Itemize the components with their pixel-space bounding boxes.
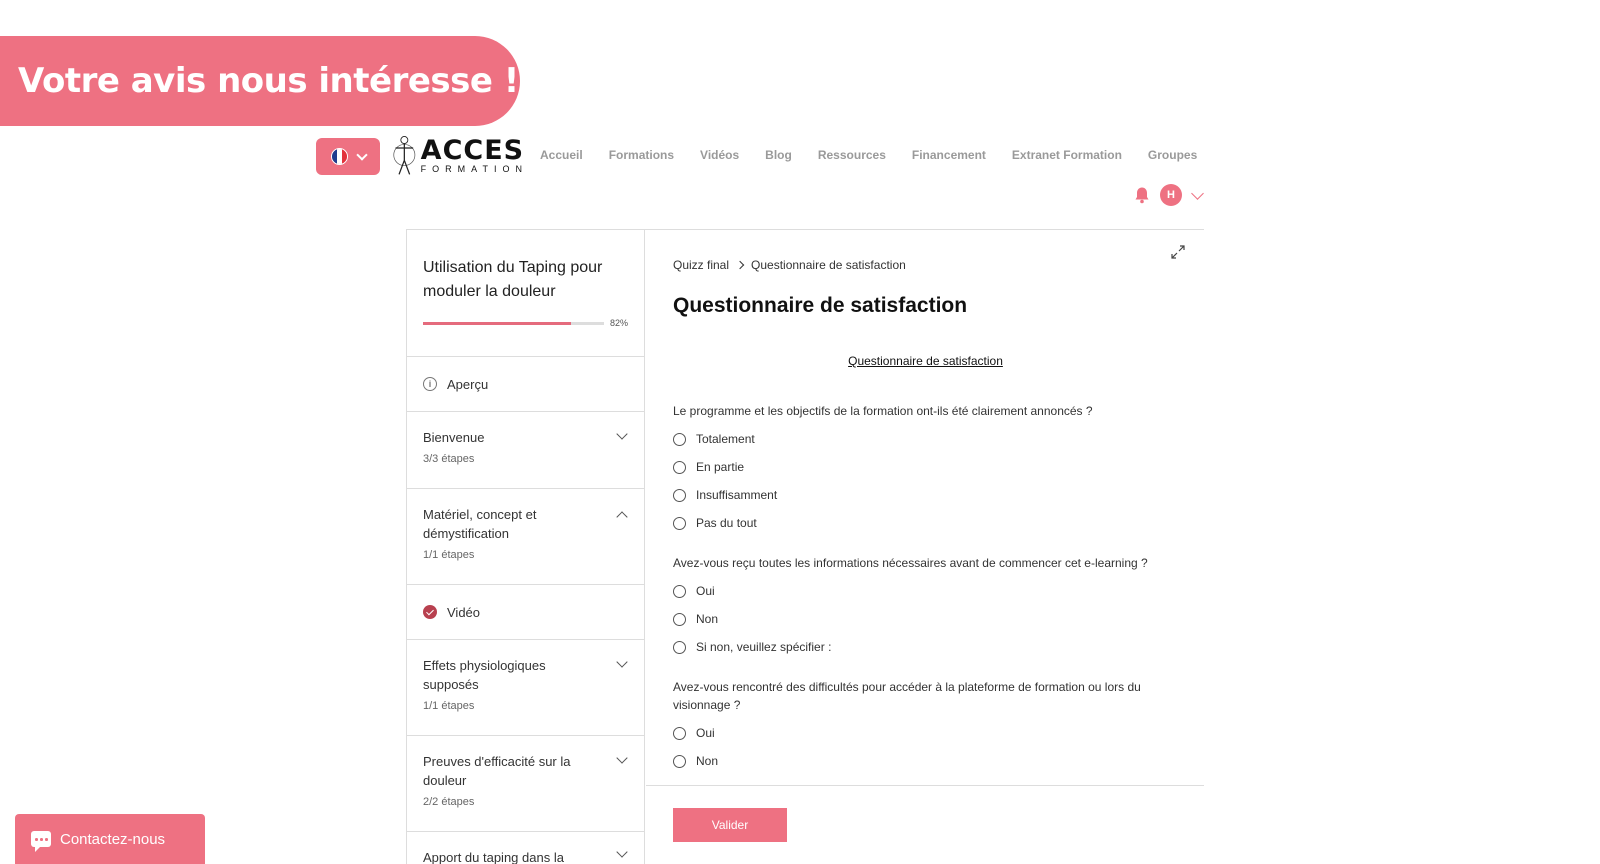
progress-label: 82%	[609, 318, 628, 328]
feedback-banner: Votre avis nous intéresse !	[0, 36, 520, 126]
option-label: Si non, veuillez spécifier :	[696, 640, 832, 654]
quiz-main	[646, 230, 1204, 864]
nav-financement[interactable]: Financement	[911, 148, 986, 162]
logo-figure-icon	[392, 129, 417, 181]
user-menu-chevron-icon[interactable]	[1191, 187, 1204, 200]
sidebar-item-meta: 2/2 étapes	[423, 796, 475, 808]
expand-icon[interactable]	[1170, 244, 1186, 260]
sidebar-item-label: Aperçu	[447, 376, 489, 392]
logo-main-text: ACCES	[420, 134, 525, 166]
sidebar-item-label: Vidéo	[447, 604, 481, 620]
chevron-down-icon[interactable]	[616, 752, 627, 763]
sidebar-item-apport[interactable]	[407, 832, 644, 864]
radio-button[interactable]	[673, 517, 686, 530]
sidebar-item-label: Effets physiologiques supposés	[423, 658, 546, 692]
radio-button[interactable]	[673, 613, 686, 626]
info-icon: i	[423, 377, 437, 391]
quiz-content	[646, 230, 1204, 786]
form-subtitle: Questionnaire de satisfaction	[848, 354, 1003, 368]
submit-button[interactable]: Valider	[673, 808, 787, 842]
chat-icon	[31, 831, 51, 847]
france-flag-icon	[331, 148, 348, 165]
sidebar-item-label: Matériel, concept et démystification	[423, 507, 537, 541]
contact-button[interactable]	[15, 814, 205, 864]
page-title: Questionnaire de satisfaction	[673, 294, 968, 317]
chevron-right-icon	[736, 261, 744, 269]
nav-ressources[interactable]: Ressources	[817, 148, 886, 162]
course-progress	[423, 318, 628, 328]
radio-button[interactable]	[673, 755, 686, 768]
sidebar-item-label: Apport du taping dans la	[423, 850, 564, 864]
course-header	[407, 230, 644, 357]
question-3: Avez-vous rencontré des difficultés pour accéder à la plateforme de formation ou lors du visionnage ?	[673, 680, 1141, 712]
bell-icon[interactable]	[1134, 186, 1150, 204]
user-avatar[interactable]: H	[1160, 184, 1182, 206]
option-non[interactable]	[673, 752, 1178, 770]
breadcrumb-quizz-final[interactable]: Quizz final	[673, 258, 730, 272]
radio-button[interactable]	[673, 641, 686, 654]
logo-sub-text: FORMATION	[420, 163, 528, 174]
course-frame	[406, 229, 1204, 864]
nav-formations[interactable]: Formations	[608, 148, 675, 162]
course-title: Utilisation du Taping pour moduler la douleur	[423, 259, 603, 300]
question-1: Le programme et les objectifs de la formation ont-ils été clairement annoncés ?	[673, 404, 1093, 418]
breadcrumb	[673, 258, 1178, 272]
option-totalement[interactable]	[673, 430, 1178, 448]
option-label: Pas du tout	[696, 516, 757, 530]
option-insuffisamment[interactable]	[673, 486, 1178, 504]
option-non[interactable]	[673, 610, 1178, 628]
option-oui[interactable]	[673, 724, 1178, 742]
sidebar-item-materiel[interactable]	[407, 489, 644, 585]
option-pas-du-tout[interactable]	[673, 514, 1178, 532]
site-logo[interactable]	[392, 128, 528, 182]
option-label: En partie	[696, 460, 745, 474]
option-label: Non	[696, 754, 719, 768]
nav-groupes[interactable]: Groupes	[1147, 148, 1198, 162]
option-label: Non	[696, 612, 719, 626]
sidebar-item-bienvenue[interactable]	[407, 412, 644, 489]
sidebar-item-apercu[interactable]	[407, 357, 644, 412]
sidebar-item-effets[interactable]	[407, 640, 644, 736]
option-si-non[interactable]	[673, 638, 1178, 656]
language-selector[interactable]	[316, 138, 380, 175]
option-label: Totalement	[696, 432, 755, 446]
question-2: Avez-vous reçu toutes les informations nécessaires avant de commencer cet e-learning ?	[673, 556, 1148, 570]
sidebar-item-meta: 1/1 étapes	[423, 549, 475, 561]
sidebar-item-label: Bienvenue	[423, 430, 485, 445]
option-en-partie[interactable]	[673, 458, 1178, 476]
radio-button[interactable]	[673, 433, 686, 446]
radio-button[interactable]	[673, 727, 686, 740]
option-label: Oui	[696, 726, 715, 740]
sidebar-item-preuves[interactable]	[407, 736, 644, 832]
radio-button[interactable]	[673, 461, 686, 474]
nav-blog[interactable]: Blog	[765, 148, 792, 162]
course-sidebar	[407, 230, 645, 864]
breadcrumb-current: Questionnaire de satisfaction	[751, 258, 906, 272]
option-label: Oui	[696, 584, 715, 598]
sidebar-item-label: Preuves d'efficacité sur la douleur	[423, 754, 571, 788]
radio-button[interactable]	[673, 585, 686, 598]
radio-button[interactable]	[673, 489, 686, 502]
nav-extranet-formation[interactable]: Extranet Formation	[1011, 148, 1122, 162]
option-label: Insuffisamment	[696, 488, 778, 502]
chevron-down-icon[interactable]	[616, 656, 627, 667]
option-oui[interactable]	[673, 582, 1178, 600]
main-nav	[540, 148, 1223, 162]
progress-fill	[423, 322, 571, 325]
sidebar-item-video[interactable]	[407, 585, 644, 640]
sidebar-item-meta: 3/3 étapes	[423, 453, 475, 465]
nav-videos[interactable]: Vidéos	[700, 148, 740, 162]
progress-track	[423, 322, 604, 325]
sidebar-item-meta: 1/1 étapes	[423, 700, 475, 712]
contact-label: Contactez-nous	[60, 830, 166, 848]
check-circle-icon	[423, 605, 437, 619]
chevron-up-icon[interactable]	[616, 511, 627, 522]
chevron-down-icon	[356, 149, 367, 160]
nav-accueil[interactable]: Accueil	[540, 148, 583, 162]
